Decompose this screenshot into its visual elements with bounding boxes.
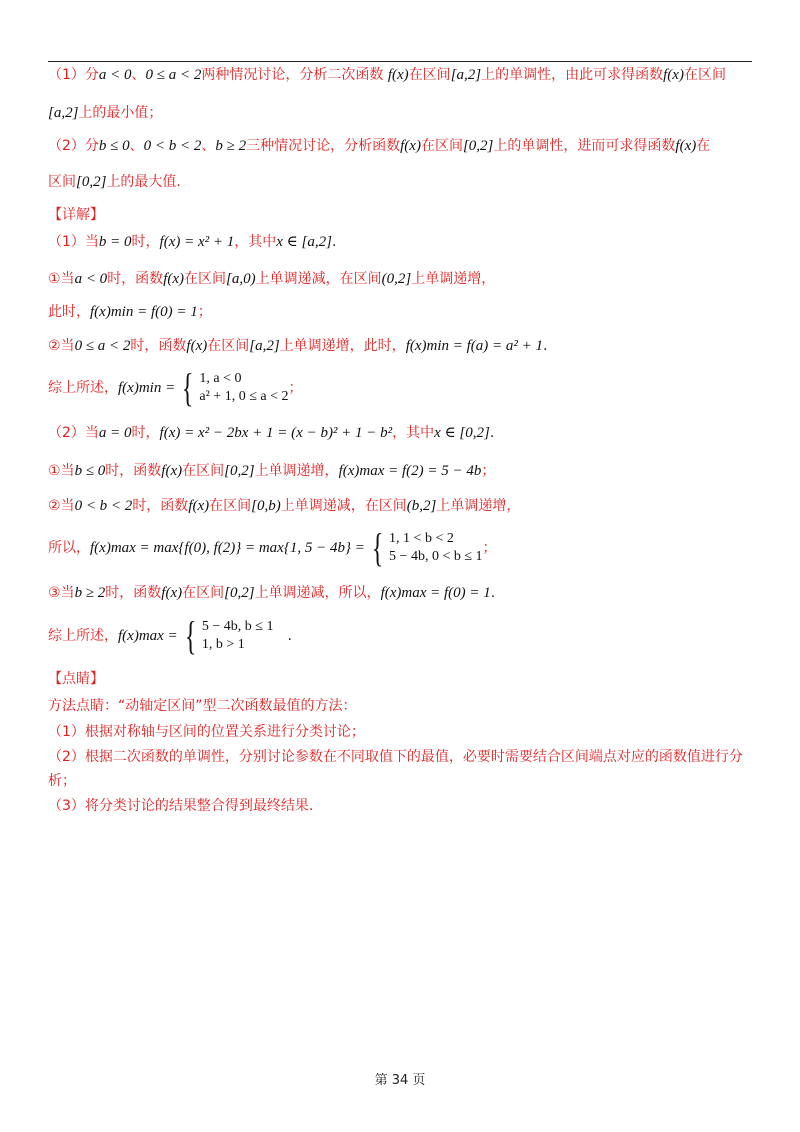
math: [0,b) (251, 498, 281, 514)
tips-item-1: （1）根据对称轴与区间的位置关系进行分类讨论； (48, 724, 365, 740)
text: （2）分 (48, 138, 99, 154)
left-brace: { (184, 613, 197, 658)
text: 时， (131, 234, 160, 250)
text: ； (481, 463, 496, 479)
math: f(x)max = max{f(0), f(2)} = max{1, 5 − 4b} = (90, 540, 365, 556)
math: f(x)min = f(a) = a² + 1 (405, 338, 544, 354)
math: x ∈ [a,2] (276, 234, 332, 250)
header-rule (48, 61, 752, 62)
text: 上单调递增， (254, 463, 339, 479)
text: 在区间 (182, 585, 225, 601)
left-brace: { (182, 365, 194, 410)
math: f(x)max = f(0) = 1 (380, 585, 491, 601)
math: b ≤ 0 (98, 138, 130, 154)
math: f(x) (161, 463, 183, 479)
detail-2-summary (48, 613, 292, 658)
math: f(x)min = f(0) = 1 (90, 304, 198, 320)
tips-intro: 方法点睛：“动轴定区间”型二次函数最值的方法： (48, 698, 357, 714)
math: [a,2] (450, 67, 482, 83)
case: 5 − 4b, b ≤ 1 (201, 619, 274, 634)
math: f(x)max = (118, 628, 178, 644)
text: ； (482, 540, 497, 556)
case: 1, 1 < b < 2 (389, 531, 454, 546)
text: 在区间 (408, 67, 451, 83)
text: 上单调递减，在区间 (280, 498, 407, 514)
text: （2）当 (48, 425, 99, 441)
detail-1-intro (48, 233, 336, 251)
math: f(x) (188, 498, 210, 514)
tips-heading: 【点睛】 (48, 671, 104, 687)
detail-2-case-2-result (48, 525, 497, 570)
text: 综上所述， (48, 628, 118, 644)
math: b ≤ 0 (74, 463, 106, 479)
math: a = 0 (98, 425, 132, 441)
text: ，其中 (392, 425, 435, 441)
math: b = 0 (98, 234, 132, 250)
detail-heading: 【详解】 (48, 207, 104, 223)
text: 两种情况讨论，分析二次函数 (201, 67, 384, 83)
text: 上单调递增， (436, 498, 521, 514)
text: 、 (201, 138, 216, 154)
text: . (331, 234, 337, 250)
page-number: 第 34 页 (374, 1073, 426, 1088)
text: 时， (131, 425, 160, 441)
text: 在区间 (184, 271, 227, 287)
math: [0,2] (462, 138, 494, 154)
math: b ≥ 2 (215, 138, 247, 154)
math: b ≥ 2 (74, 585, 106, 601)
case: 1, b > 1 (201, 637, 245, 652)
text: ②当 (48, 338, 75, 354)
text: 上单调递增，此时， (279, 338, 406, 354)
math: f(x) (163, 271, 185, 287)
math: f(x) = x² + 1 (159, 234, 235, 250)
detail-2-case-3 (48, 584, 495, 602)
detail-1-case-2 (48, 337, 547, 355)
math: f(x) (161, 585, 183, 601)
text: ③当 (48, 585, 75, 601)
analysis-1-line-1 (48, 66, 726, 84)
detail-2-case-2 (48, 497, 520, 515)
tips-item-3: （3）将分类讨论的结果整合得到最终结果. (48, 798, 314, 814)
math: 0 < b < 2 (74, 498, 133, 514)
math: [a,2] (48, 105, 79, 121)
text: 在区间 (683, 67, 726, 83)
math: (b,2] (406, 498, 437, 514)
math: (0,2] (381, 271, 412, 287)
text: ； (288, 380, 303, 396)
text: 、 (131, 67, 146, 83)
analysis-2-line-1 (48, 137, 710, 155)
text: 上单调递减，所以， (254, 585, 381, 601)
text: ①当 (48, 271, 75, 287)
case: 5 − 4b, 0 < b ≤ 1 (389, 549, 483, 564)
math: 0 ≤ a < 2 (145, 67, 202, 83)
text: 在区间 (209, 498, 252, 514)
analysis-2-line-2 (48, 173, 181, 191)
text: 区间 (48, 174, 76, 190)
text: 时，函数 (132, 498, 189, 514)
math: [0,2] (224, 463, 255, 479)
text: 、 (129, 138, 144, 154)
case: 1, a < 0 (199, 371, 242, 386)
detail-1-summary (48, 365, 303, 410)
text: 上的最小值； (78, 105, 163, 121)
piecewise-cases (202, 618, 274, 654)
math: f(x) (663, 67, 684, 83)
math: f(x) (400, 138, 421, 154)
text: 此时， (48, 304, 90, 320)
tips-item-2: （2）根据二次函数的单调性，分别讨论参数在不同取值下的最值，必要时需要结合区间端点对应的函数值进行分 (48, 749, 743, 765)
math: f(x)min = (118, 380, 176, 396)
text: 综上所述， (48, 380, 118, 396)
tips-item-2-cont: 析； (48, 773, 76, 789)
text: 时，函数 (107, 271, 164, 287)
detail-2-case-1 (48, 462, 495, 480)
math: f(x) (186, 338, 208, 354)
piecewise-cases (199, 370, 288, 406)
math: [a,0) (226, 271, 256, 287)
text: 时，函数 (105, 463, 162, 479)
math: f(x) (675, 138, 697, 154)
math: f(x) = x² − 2bx + 1 = (x − b)² + 1 − b² (159, 425, 393, 441)
case: a² + 1, 0 ≤ a < 2 (199, 389, 289, 404)
text: 上的最大值. (106, 174, 181, 190)
text: 上单调递增， (411, 271, 496, 287)
math: [0,2] (224, 585, 255, 601)
text: 上的单调性，进而可求得函数 (493, 138, 676, 154)
detail-1-case-1 (48, 270, 495, 288)
math: [a,2] (249, 338, 280, 354)
math: a < 0 (74, 271, 108, 287)
text: 时，函数 (130, 338, 187, 354)
text: 在区间 (182, 463, 225, 479)
text: 三种情况讨论，分析函数 (246, 138, 401, 154)
math: [0,2] (76, 174, 107, 190)
text: 上单调递减，在区间 (255, 271, 382, 287)
detail-2-intro (48, 424, 494, 442)
text: . (543, 338, 548, 354)
text: （1）分 (48, 67, 99, 83)
analysis-1-line-2 (48, 104, 162, 122)
math: f(x) (387, 67, 409, 83)
math: 0 < b < 2 (143, 138, 202, 154)
text: . (489, 425, 495, 441)
math: x ∈ [0,2] (434, 425, 490, 441)
text: 时，函数 (105, 585, 162, 601)
text: 在区间 (207, 338, 250, 354)
text: ①当 (48, 463, 75, 479)
text: ； (197, 304, 212, 320)
math: a < 0 (98, 67, 132, 83)
left-brace: { (371, 525, 384, 570)
detail-1-case-1-result (48, 303, 212, 321)
document-page (48, 0, 752, 1132)
text: . (490, 585, 496, 601)
math: 0 ≤ a < 2 (74, 338, 131, 354)
piecewise-cases (389, 530, 482, 566)
text: . (287, 628, 292, 644)
text: 所以， (48, 540, 90, 556)
text: 在 (696, 138, 711, 154)
text: 上的单调性，由此可求得函数 (481, 67, 664, 83)
text: ，其中 (234, 234, 277, 250)
text: 在区间 (420, 138, 463, 154)
text: （1）当 (48, 234, 99, 250)
math: f(x)max = f(2) = 5 − 4b (338, 463, 482, 479)
text: ②当 (48, 498, 75, 514)
